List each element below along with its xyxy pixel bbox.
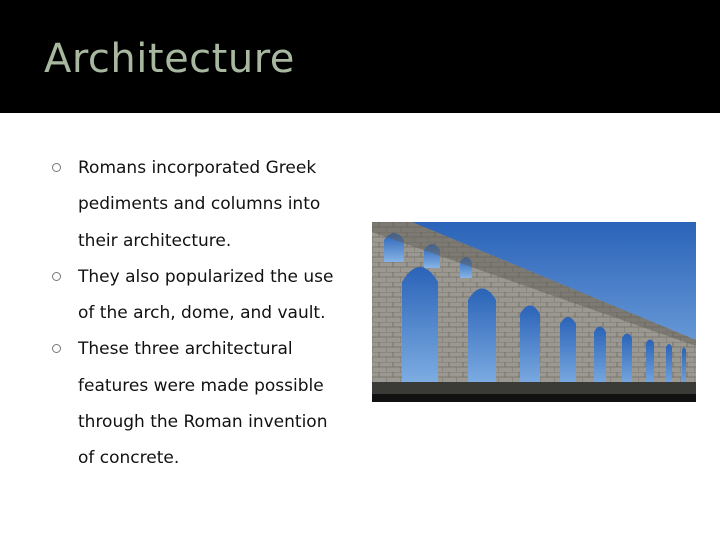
bullet-list: [52, 150, 352, 477]
bullet-item: [52, 259, 348, 332]
bullet-circle-icon: [52, 344, 61, 353]
bullet-text: Romans incorporated Greek pediments and columns into their architecture.: [78, 158, 321, 251]
slide-title: Architecture: [44, 36, 295, 82]
bullet-text: They also popularized the use of the arch, dome, and vault.: [78, 266, 334, 324]
bullet-text: These three architectural features were made possible through the Roman invention of concrete.: [78, 339, 328, 469]
aqueduct-illustration: [372, 222, 696, 402]
bullet-item: [52, 150, 322, 259]
bullet-item: [52, 331, 348, 476]
title-bar: [0, 0, 720, 113]
bullet-circle-icon: [52, 272, 61, 281]
bullet-circle-icon: [52, 163, 61, 172]
aqueduct-photo: [372, 222, 696, 402]
